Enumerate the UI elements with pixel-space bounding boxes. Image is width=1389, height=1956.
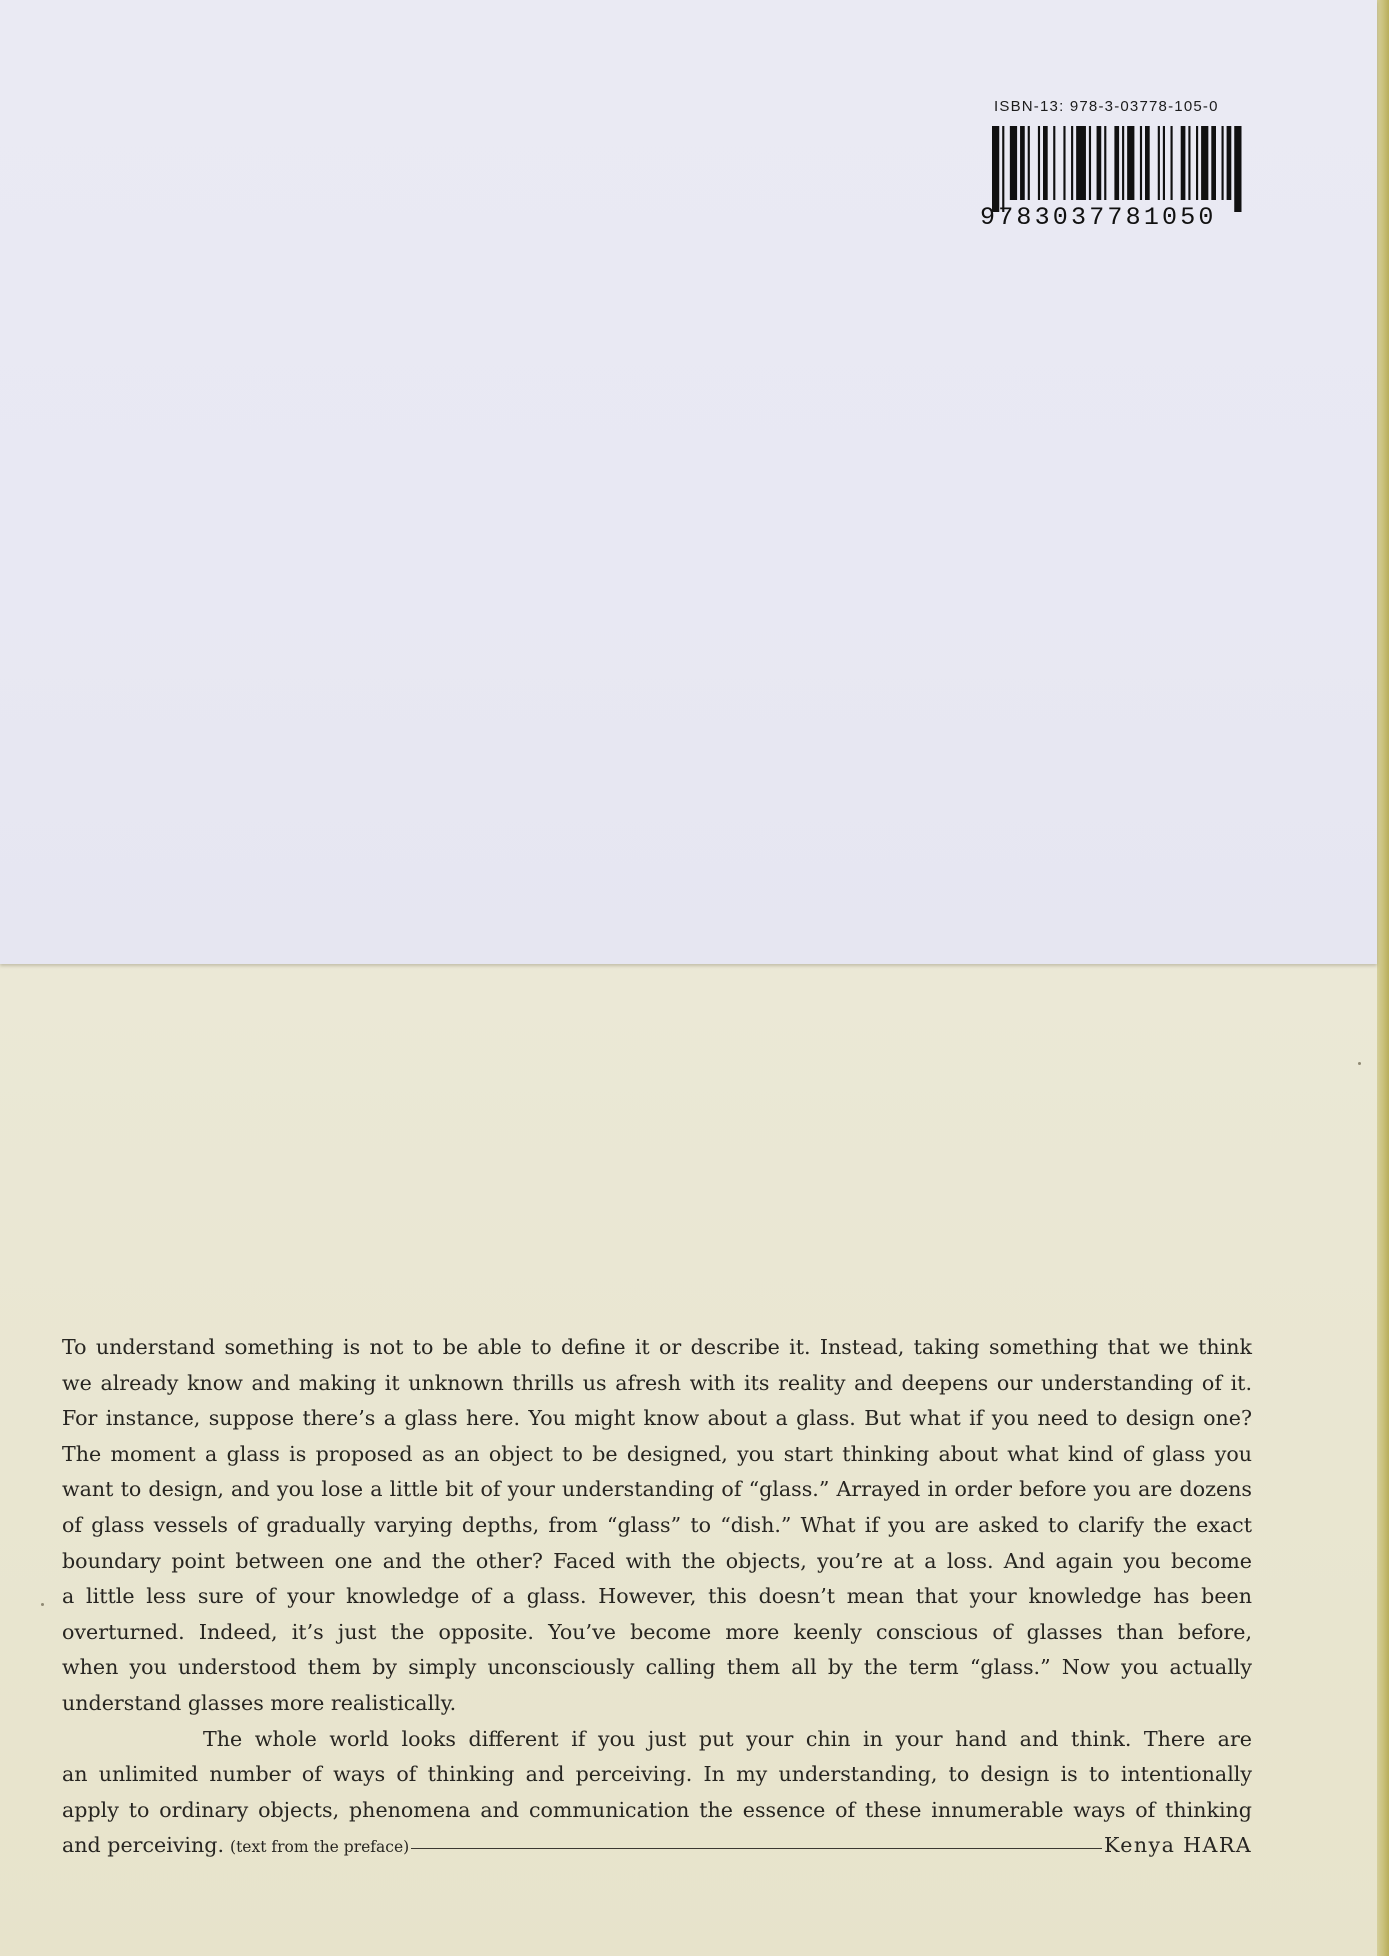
text-line: a little less sure of your knowledge of a glass. However, this doesn’t mean that your knowledge has been: [62, 1584, 1252, 1609]
barcode-bar: [1181, 126, 1186, 200]
barcode-bar: [1076, 126, 1086, 200]
text-line: boundary point between one and the other? Faced with the objects, you’re at a loss. And again you become: [62, 1548, 1252, 1573]
barcode-bar: [992, 126, 999, 212]
barcode-bar: [1188, 126, 1190, 200]
text-line: we already know and making it unknown thrills us afresh with its reality and deepens our understanding of it.: [62, 1370, 1252, 1395]
text-line: understand glasses more realistically.: [62, 1690, 457, 1715]
barcode-bar: [1028, 126, 1030, 200]
barcode-bar: [1234, 126, 1241, 212]
barcode-bar: [1227, 126, 1232, 200]
barcode-bar: [1171, 126, 1173, 200]
text-line: overturned. Indeed, it’s just the opposite. You’ve become more keenly conscious of glasses than before,: [62, 1619, 1252, 1644]
isbn-label: ISBN-13: 978-3-03778-105-0: [994, 98, 1219, 115]
closing-text: and perceiving.: [62, 1833, 225, 1858]
barcode-bar: [1201, 126, 1208, 200]
barcode-bar: [1002, 126, 1004, 212]
barcode-bar: [1038, 126, 1040, 200]
barcode-bar: [1140, 126, 1142, 200]
barcode-bar: [1071, 126, 1073, 200]
paragraph-1: [62, 1330, 1252, 1722]
barcode-bar: [1122, 126, 1124, 200]
author-name: Kenya HARA: [1104, 1833, 1252, 1858]
barcode-bar: [1158, 126, 1160, 200]
text-line: For instance, suppose there’s a glass here. You might know about a glass. But what if you need to design one?: [62, 1406, 1252, 1431]
barcode-digits: 9783037781050: [980, 203, 1217, 232]
barcode-bar: [1043, 126, 1048, 200]
belly-band: [0, 0, 1377, 964]
preface-excerpt: [62, 1330, 1252, 1864]
barcode-bar: [1145, 126, 1150, 200]
source-note: (text from the preface): [230, 1838, 410, 1857]
barcode-bar: [1053, 126, 1055, 200]
text-line: when you understood them by simply unconsciously calling them all by the term “glass.” Now you actually: [62, 1655, 1252, 1680]
barcode-bar: [1010, 126, 1017, 200]
book-page-edge: [1375, 0, 1389, 1956]
barcode-bar: [1097, 126, 1102, 200]
barcode-bar: [1196, 126, 1198, 200]
text-line: of glass vessels of gradually varying depths, from “glass” to “dish.” What if you are asked to clarify the exact: [62, 1512, 1252, 1537]
paper-speck: [41, 1603, 44, 1606]
text-line: apply to ordinary objects, phenomena and communication the essence of these innumerable ways of thinking: [62, 1797, 1252, 1822]
barcode-bar: [1222, 126, 1224, 200]
text-line: The whole world looks different if you just put your chin in your hand and think. There are: [203, 1726, 1252, 1751]
barcode-bar: [1127, 126, 1134, 200]
text-line: To understand something is not to be able to define it or describe it. Instead, taking something that we think: [62, 1335, 1252, 1359]
paragraph-2: [62, 1722, 1252, 1864]
barcode-bar: [1114, 126, 1119, 200]
text-line: want to design, and you lose a little bit of your understanding of “glass.” Arrayed in order before you are dozens: [62, 1477, 1252, 1502]
barcode-bar: [1211, 126, 1216, 200]
barcode-bar: [1089, 126, 1091, 200]
paper-speck: [1358, 1062, 1361, 1065]
isbn-barcode-block: [980, 98, 1250, 233]
barcode-icon: [980, 118, 1250, 233]
barcode-bar: [1104, 126, 1106, 200]
dash-rule: [411, 1848, 1102, 1849]
barcode-bar: [1020, 126, 1025, 200]
text-line: The moment a glass is proposed as an object to be designed, you start thinking about what kind of glass you: [62, 1441, 1252, 1466]
closing-line: [62, 1828, 1252, 1864]
barcode-bar: [1163, 126, 1165, 200]
barcode-bar: [1063, 126, 1065, 200]
text-line: an unlimited number of ways of thinking and perceiving. In my understanding, to design is to intentionally: [62, 1762, 1252, 1787]
